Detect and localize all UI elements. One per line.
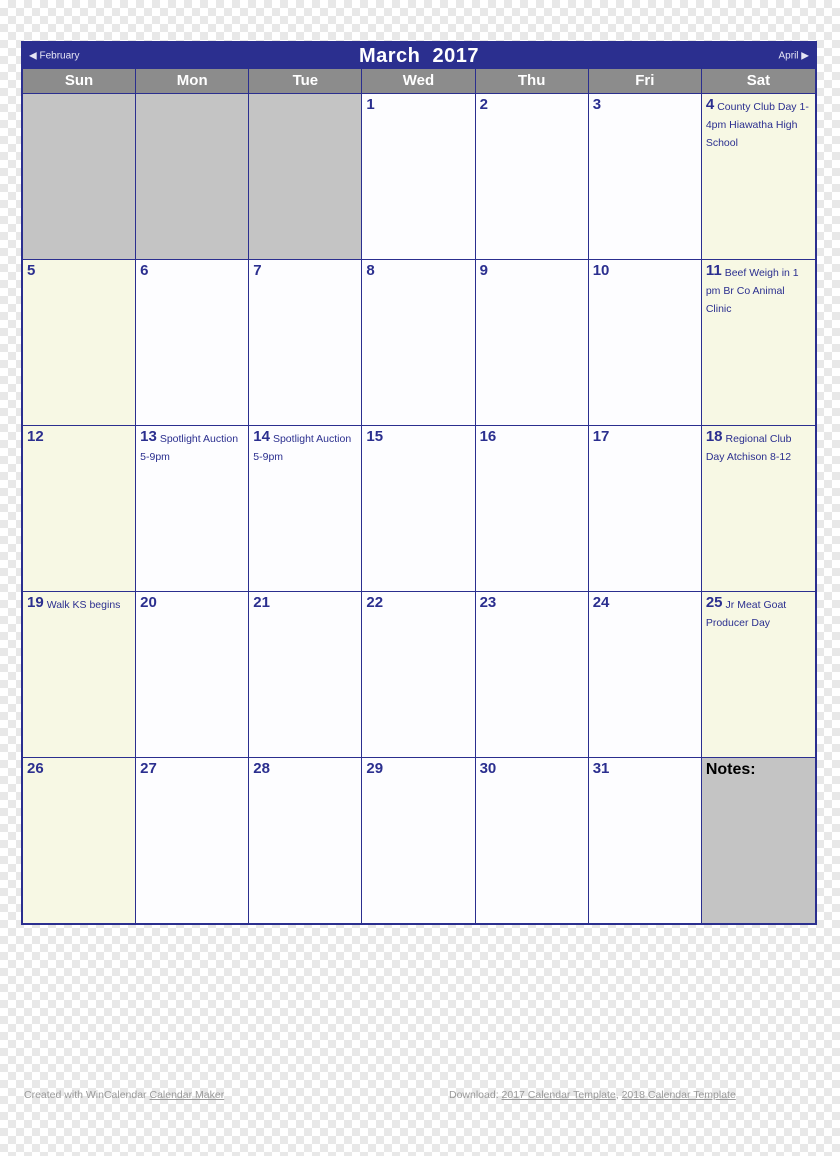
footer-downloads	[449, 1089, 736, 1101]
footer-download-separator: ,	[615, 1089, 622, 1101]
day-number: 1	[366, 96, 375, 113]
day-number: 18	[705, 428, 723, 445]
day-number: 11	[705, 262, 722, 279]
day-number: 8	[366, 262, 375, 279]
calendar-day-cell[interactable]	[589, 426, 702, 591]
footer-credit-text: Created with WinCalendar	[24, 1089, 150, 1101]
day-event-text: Spotlight Auction 5-9pm	[140, 433, 239, 463]
day-number: 4	[705, 96, 715, 113]
calendar-day-cell[interactable]	[23, 260, 136, 425]
day-event-text: Walk KS begins	[46, 599, 121, 611]
day-event-text: Spotlight Auction 5-9pm	[253, 433, 352, 463]
calendar-week-row	[23, 260, 815, 426]
day-number: 20	[140, 594, 157, 611]
day-number: 26	[27, 760, 44, 777]
day-number: 14	[253, 428, 270, 445]
calendar-grid	[23, 94, 815, 923]
day-number: 19	[27, 594, 44, 611]
day-number: 5	[27, 262, 36, 279]
calendar-day-cell[interactable]	[702, 592, 815, 757]
weekday-header-row	[23, 69, 815, 94]
calendar-day-cell[interactable]	[23, 592, 136, 757]
calendar-day-cell[interactable]	[362, 260, 475, 425]
download-2018-template-link[interactable]: 2018 Calendar Template	[621, 1089, 736, 1101]
day-number: 21	[253, 594, 270, 611]
calendar-day-cell[interactable]	[476, 94, 589, 259]
calendar-day-cell[interactable]	[249, 758, 362, 923]
download-2017-template-link[interactable]: 2017 Calendar Template	[501, 1089, 616, 1101]
calendar-week-row	[23, 94, 815, 260]
day-number: 23	[479, 594, 497, 611]
footer-credit	[24, 1089, 224, 1101]
calendar-day-cell[interactable]	[249, 94, 362, 259]
calendar-day-cell[interactable]	[136, 94, 249, 259]
calendar-week-row	[23, 426, 815, 592]
calendar-day-cell[interactable]	[136, 260, 249, 425]
calendar-day-cell[interactable]	[136, 758, 249, 923]
day-number: 25	[705, 594, 723, 611]
calendar-day-cell[interactable]	[702, 426, 815, 591]
calendar-day-cell[interactable]	[23, 758, 136, 923]
calendar-day-cell[interactable]	[476, 592, 589, 757]
weekday-header-wed: Wed	[362, 69, 475, 93]
day-number: 28	[253, 760, 270, 777]
calendar-day-cell[interactable]	[136, 592, 249, 757]
calendar-week-row	[23, 758, 815, 923]
day-number: 7	[253, 262, 262, 279]
calendar-day-cell[interactable]	[362, 426, 475, 591]
calendar-day-cell[interactable]	[362, 592, 475, 757]
day-number: 29	[366, 760, 384, 777]
day-number: 24	[592, 594, 610, 611]
calendar-day-cell[interactable]	[362, 758, 475, 923]
calendar-day-cell[interactable]	[589, 94, 702, 259]
weekday-header-thu: Thu	[476, 69, 589, 93]
calendar-container	[21, 41, 817, 925]
weekday-header-sun: Sun	[23, 69, 136, 93]
calendar-day-cell[interactable]	[589, 592, 702, 757]
calendar-day-cell[interactable]	[23, 426, 136, 591]
calendar-day-cell[interactable]	[362, 94, 475, 259]
notes-label: Notes:	[705, 761, 756, 778]
day-number: 2	[479, 96, 488, 113]
calendar-day-cell[interactable]	[249, 260, 362, 425]
page-title: March 2017	[358, 44, 479, 67]
weekday-header-sat: Sat	[746, 72, 771, 89]
day-number: 31	[592, 760, 610, 777]
day-number: 6	[140, 262, 149, 279]
previous-month-link[interactable]: ◀ February	[29, 50, 80, 62]
day-number: 12	[27, 428, 44, 445]
day-number: 3	[592, 96, 602, 113]
day-number: 16	[479, 428, 497, 445]
calendar-day-cell[interactable]	[249, 426, 362, 591]
calendar-day-cell[interactable]	[476, 260, 589, 425]
calendar-day-cell[interactable]	[702, 260, 815, 425]
weekday-header-tue: Tue	[249, 69, 362, 93]
calendar-day-cell[interactable]	[589, 758, 702, 923]
calendar-day-cell[interactable]	[23, 94, 136, 259]
calendar-day-cell[interactable]	[249, 592, 362, 757]
day-number: 30	[479, 760, 497, 777]
weekday-header-mon: Mon	[136, 69, 249, 93]
calendar-day-cell[interactable]	[702, 94, 815, 259]
notes-cell[interactable]	[702, 758, 815, 923]
day-event-text: County Club Day 1-4pm Hiawatha High School	[705, 101, 809, 149]
day-number: 27	[140, 760, 157, 777]
weekday-header-fri: Fri	[589, 69, 702, 93]
footer-download-label: Download:	[449, 1089, 502, 1101]
calendar-day-cell[interactable]	[476, 758, 589, 923]
day-event-text: Regional Club Day Atchison 8-12	[705, 433, 792, 463]
calendar-day-cell[interactable]	[476, 426, 589, 591]
page-footer	[0, 1085, 840, 1109]
day-number: 13	[140, 428, 157, 445]
next-month-link[interactable]: April ▶	[778, 50, 809, 62]
day-number: 22	[366, 594, 384, 611]
calendar-week-row	[23, 592, 815, 758]
day-event-text: Jr Meat Goat Producer Day	[705, 599, 787, 629]
day-number: 10	[592, 262, 610, 279]
day-number: 9	[479, 262, 488, 279]
calendar-day-cell[interactable]	[589, 260, 702, 425]
calendar-maker-link[interactable]: Calendar Maker	[149, 1089, 225, 1101]
calendar-titlebar	[23, 43, 815, 69]
calendar-day-cell[interactable]	[136, 426, 249, 591]
day-number: 17	[592, 428, 610, 445]
day-number: 15	[366, 428, 384, 445]
day-event-text: Beef Weigh in 1 pm Br Co Animal Clinic	[705, 267, 799, 315]
